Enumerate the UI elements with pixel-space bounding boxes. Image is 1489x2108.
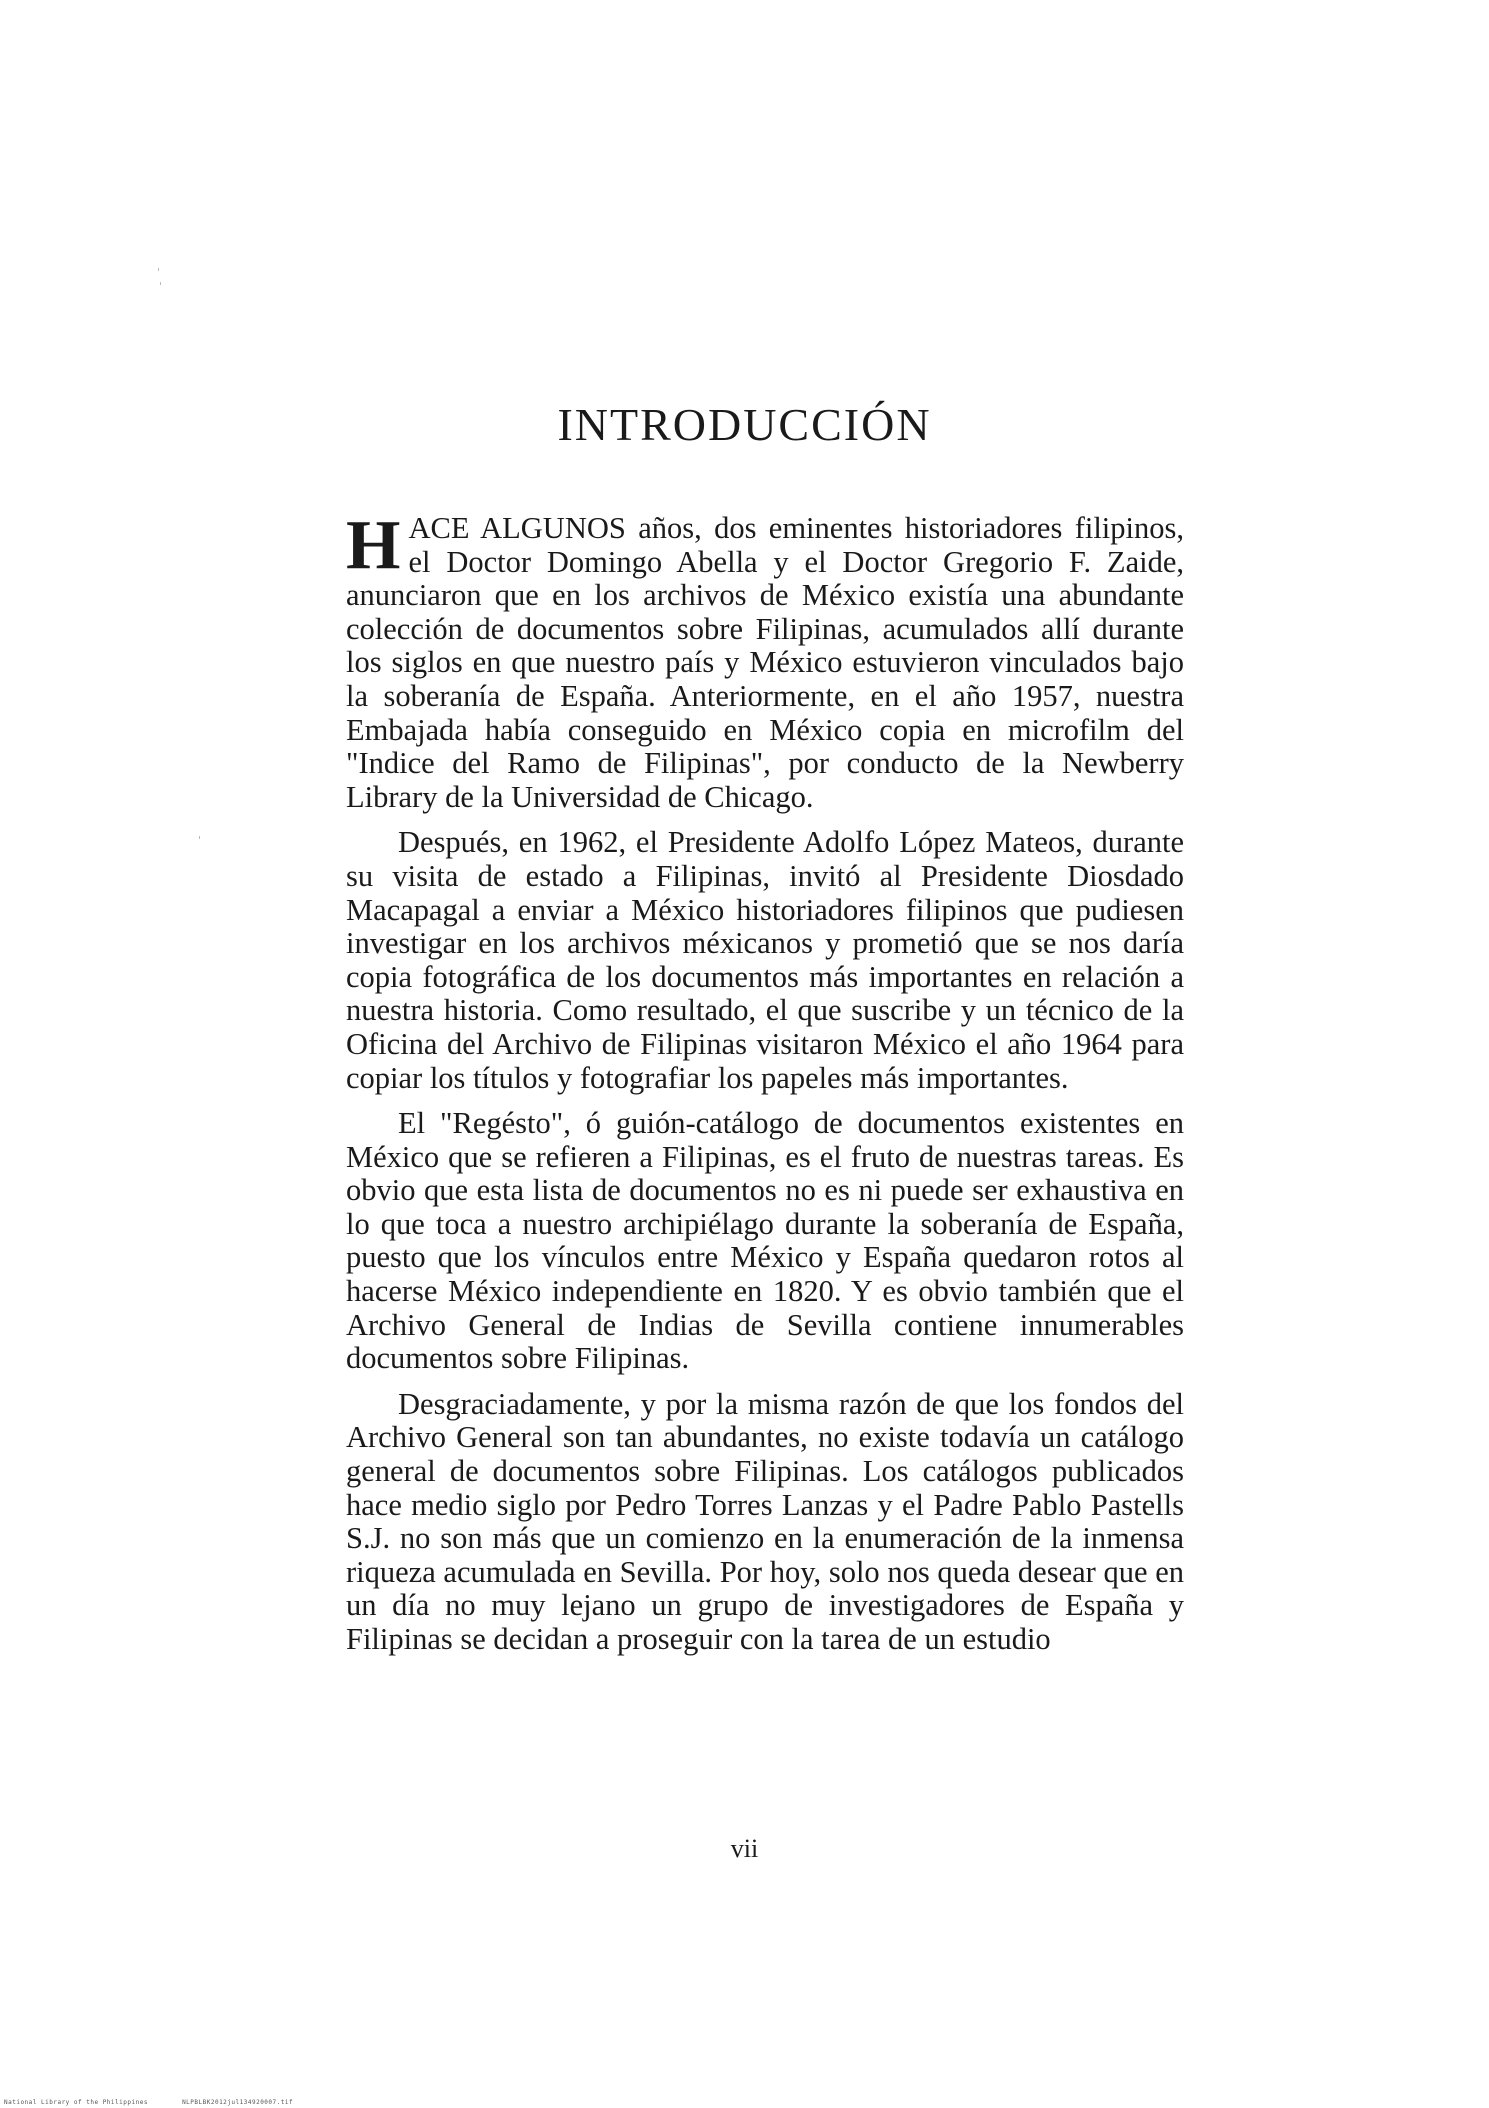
paragraph-1	[346, 507, 1184, 814]
paragraph-2: Después, en 1962, el Presidente Adolfo López Mateos, durante su visita de estado a Filipinas, invitó al Presidente Diosdado Macapagal a enviar a México historiadores filipinos que pudiesen investigar en los archivos méxicanos y prometió que se nos daría copia fotográfica de los documentos más importantes en relación a nuestra historia. Como resultado, el que suscribe y un técnico de la Oficina del Archivo de Filipinas visitaron México el año 1964 para copiar los títulos y fotografiar los papeles más importantes.	[346, 825, 1184, 1095]
scan-speck	[158, 268, 159, 271]
scan-footer	[4, 2099, 323, 2106]
scan-speck	[160, 282, 161, 285]
paragraph-3: El "Regésto", ó guión-catálogo de documentos existentes en México que se refieren a Filipinas, es el fruto de nuestras tareas. Es obvio que esta lista de documentos no es ni puede ser exhaustiva en lo que toca a nuestro archipiélago durante la soberanía de España, puesto que los vínculos entre México y España quedaron rotos al hacerse México independiente en 1820. Y es obvio también que el Archivo General de Indias de Sevilla contiene innumerables documentos sobre Filipinas.	[346, 1106, 1184, 1376]
lead-in: ACE ALGUNOS	[408, 511, 626, 545]
body-text	[346, 507, 1184, 1669]
footer-library: National Library of the Philippines	[4, 2099, 148, 2106]
page-title: INTRODUCCIÓN	[557, 399, 932, 450]
drop-cap: H	[346, 507, 401, 584]
footer-file: NLPBLBK2012jul134920007.tif	[182, 2099, 294, 2106]
paragraph-1-text: años, dos eminentes historiadores filipinos, el Doctor Domingo Abella y el Doctor Gregorio F. Zaide, anunciaron que en los archivos de México existía una abundante colección de documentos sobre Filipinas, acumulados allí durante los siglos en que nuestro país y México estuvieron vinculados bajo la soberanía de España. Anteriormente, en el año 1957, nuestra Embajada había conseguido en México copia en microfilm del "Indice del Ramo de Filipinas", por conducto de la Newberry Library de la Universidad de Chicago.	[346, 511, 1184, 814]
page-number: vii	[730, 1834, 759, 1863]
paragraph-4: Desgraciadamente, y por la misma razón de que los fondos del Archivo General son tan abundantes, no existe todavía un catálogo general de documentos sobre Filipinas. Los catálogos publicados hace medio siglo por Pedro Torres Lanzas y el Padre Pablo Pastells S.J. no son más que un comienzo en la enumeración de la inmensa riqueza acumulada en Sevilla. Por hoy, solo nos queda desear que en un día no muy lejano un grupo de investigadores de España y Filipinas se decidan a proseguir con la tarea de un estudio	[346, 1386, 1184, 1656]
scan-speck	[199, 836, 200, 839]
